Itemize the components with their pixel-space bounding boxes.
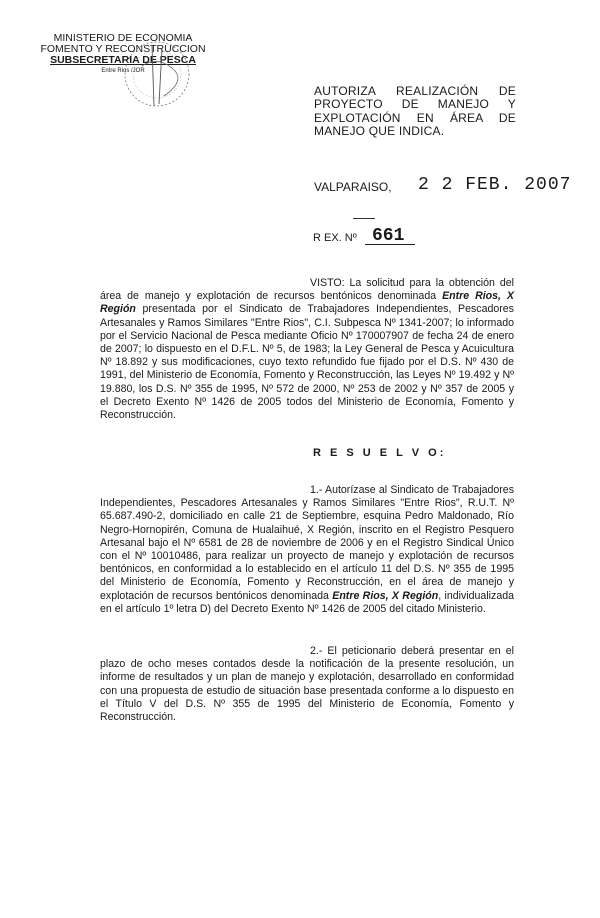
visto-text: La solicitud para la obtención del área de manejo y explotación de recursos bentónicos denominada <box>100 277 514 303</box>
visto-lead: VISTO: <box>310 277 345 289</box>
visto-text: presentada por el Sindicato de Trabajadores Independientes, Pescadores Artesanales y Ramos Similares "Entre Rios", C.I. Subpesca Nº 1341-2007; lo informado por el Servicio Nacional de Pesca mediante Oficio Nº 170007907 de fecha 24 de enero de 2007; lo dispuesto en el D.F.L. Nº 5, de 1983; la Ley General de Pesca y Acuicultura Nº 18.892 y sus modificaciones, cuyo texto refundido fue fijado por el D.S. Nº 430 de 1991, del Ministerio de Economía, Fomento y Reconstrucción, las Leyes Nº 19.492 y Nº 19.880, los D.S. Nº 355 de 1995, Nº 572 de 2000, Nº 253 de 2002 y Nº 357 de 2005 y el Decreto Exento Nº 1426 de 2005 todos del Ministerio de Economía, Fomento y Reconstrucción. <box>100 303 514 422</box>
area-name: Entre Rios, X Región <box>332 589 439 602</box>
visto-paragraph <box>100 277 514 422</box>
resolution-number: 661 <box>372 226 405 246</box>
article-number: 2.- <box>310 645 323 657</box>
resolution-subject: AUTORIZA REALIZACIÓN DE PROYECTO DE MANEJO Y EXPLOTACIÓN EN ÁREA DE MANEJO QUE INDICA. <box>314 84 516 138</box>
signature-mark <box>353 218 375 219</box>
reference-line: Entre Rios /JOR <box>101 68 145 74</box>
article-text: El peticionario deberá presentar en el plazo de ocho meses contados desde la notificación de la presente resolución, un informe de resultados y un plan de manejo y explotación, desarrollado en conformidad con una propuesta de estudio de situación base presentada conforme a lo dispuesto en el Título V del D.S. Nº 355 de 1995 del Ministerio de Economía, Fomento y Reconstrucción. <box>100 645 514 724</box>
resuelvo-heading: R E S U E L V O: <box>313 447 447 459</box>
official-seal-stamp <box>112 36 202 114</box>
article-text: Autorízase al Sindicato de Trabajadores Independientes, Pescadores Artesanales y Ramos Similares "Entre Rios", R.U.T. Nº 65.687.490-2, domiciliado en calle 21 de Septiembre, esquina Pedro Maldonado, Río Negro-Hornopirén, Comuna de Hualaihué, X Región, inscrito en el Registro Pesquero Artesanal bajo el Nº 6581 de 28 de noviembre de 2006 y en el Registro Sindical Único con el Nº 10010486, para realizar un proyecto de manejo y explotación de recursos bentónicos, en conformidad a lo establecido en el artículo 11 del D.S. Nº 355 de 1995 del Ministerio de Economía, Fomento y Reconstrucción, en el área de manejo y explotación de recursos bentónicos denominada <box>100 484 514 602</box>
area-name: Entre Rios, X Región <box>100 290 514 316</box>
place-label: VALPARAISO, <box>314 180 392 194</box>
ministry-line: FOMENTO Y RECONSTRUCCION <box>40 43 206 55</box>
article-number: 1.- <box>310 484 323 496</box>
number-underline <box>365 244 415 245</box>
article-1-paragraph <box>100 484 514 616</box>
ministry-line: MINISTERIO DE ECONOMIA <box>53 32 193 44</box>
resolution-date-stamp: 2 2 FEB. 2007 <box>418 175 572 195</box>
article-text: , individualizada en el artículo 1º letra D) del Decreto Exento Nº 1426 de 2005 del citado Ministerio. <box>100 589 514 615</box>
resolution-prefix: R EX. Nº <box>313 232 357 244</box>
subsecretaria-line: SUBSECRETARIA DE PESCA <box>50 54 196 66</box>
article-2-paragraph <box>100 645 514 724</box>
